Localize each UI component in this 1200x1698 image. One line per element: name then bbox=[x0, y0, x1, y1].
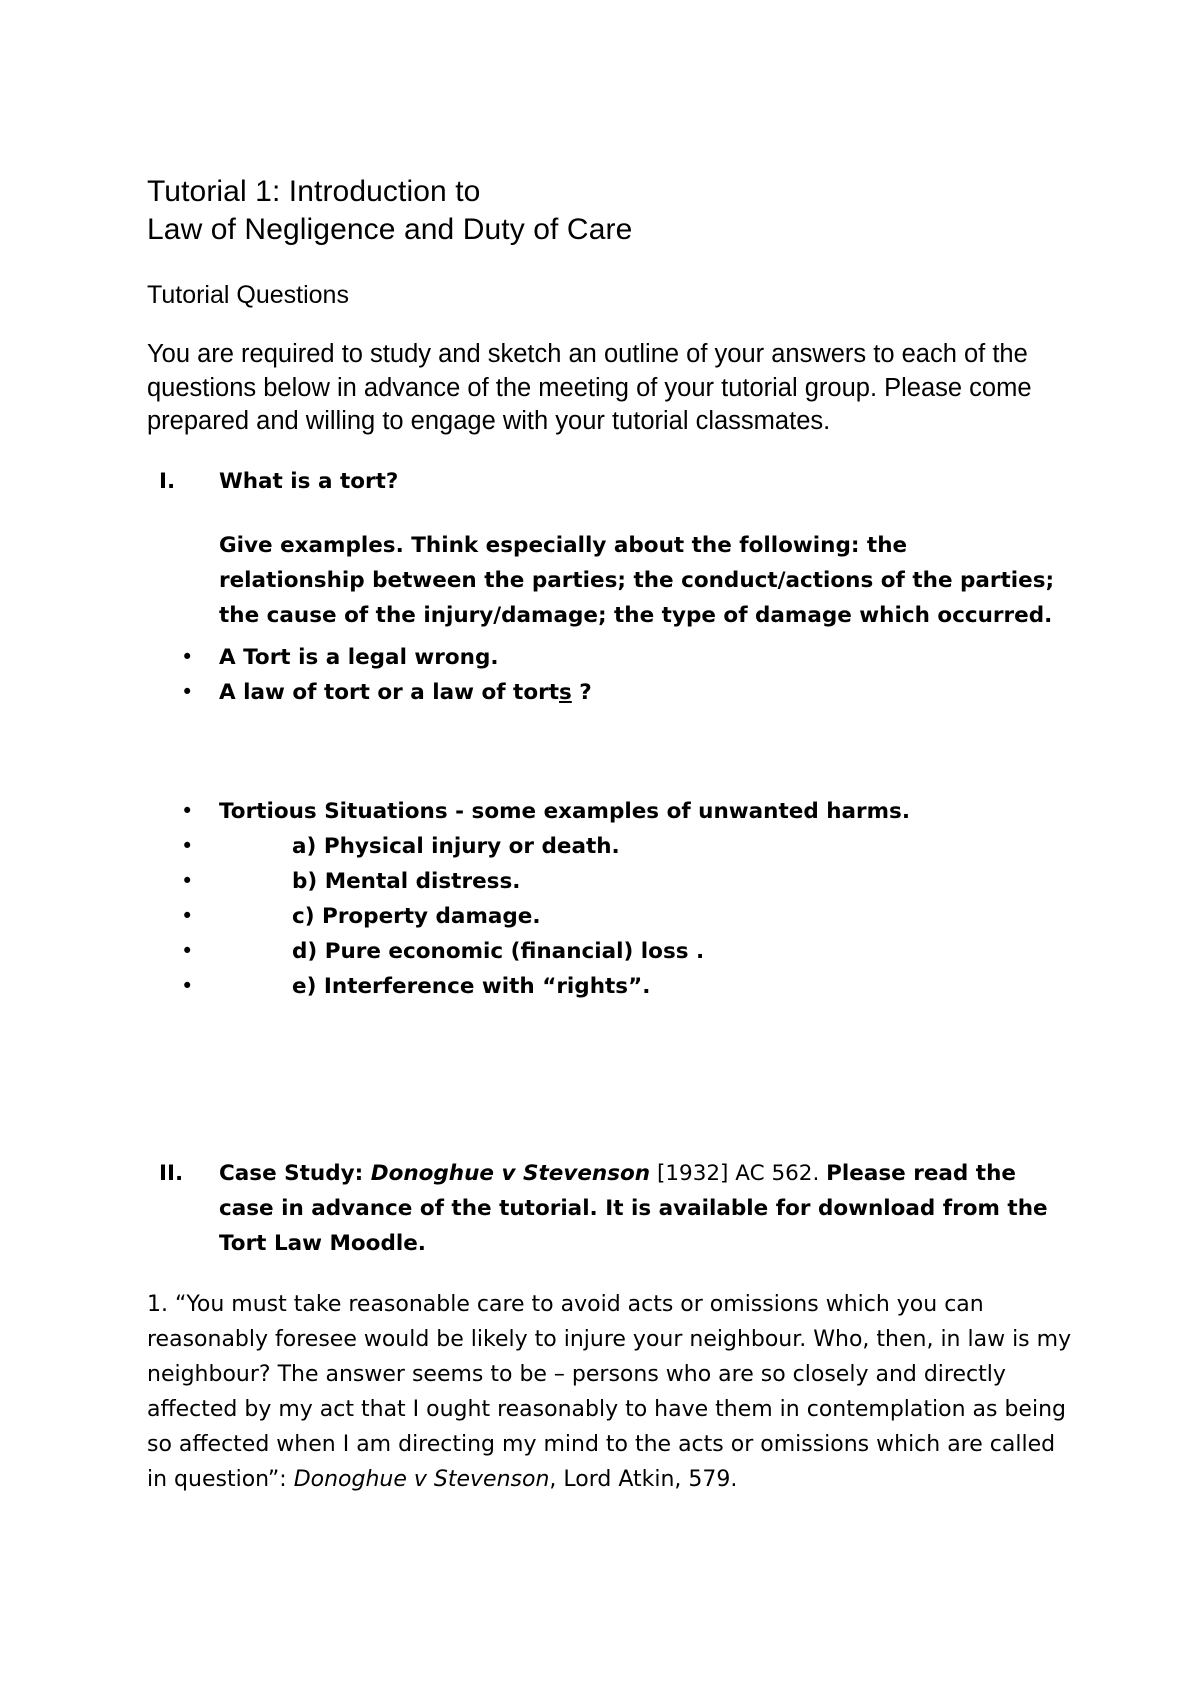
case-name: Donoghue v Stevenson bbox=[370, 1161, 651, 1186]
quote-paragraph bbox=[147, 1287, 1082, 1497]
list-item bbox=[0, 675, 1200, 710]
bullet-text-prefix: A law of tort or a law of tort bbox=[219, 680, 559, 705]
question-1-prompt: Give examples. Think especially about the following: the relationship between the parties; the conduct/actions of the parties; the cause of the injury/damage; the type of damage which occurred. bbox=[219, 533, 1055, 628]
question-2-text bbox=[219, 1156, 1069, 1261]
bullet-icon: • bbox=[181, 869, 194, 893]
bullet-icon: • bbox=[181, 680, 194, 704]
bullet-text: e) Interference with “rights”. bbox=[292, 974, 651, 999]
case-citation: [1932] AC 562. bbox=[650, 1161, 827, 1186]
list-item bbox=[0, 899, 1200, 934]
bullet-icon: • bbox=[181, 939, 194, 963]
case-study-label: Case Study: bbox=[219, 1161, 371, 1186]
bullet-icon: • bbox=[181, 799, 194, 823]
list-item bbox=[0, 640, 1200, 675]
bullet-text: a) Physical injury or death. bbox=[292, 834, 620, 859]
list-item bbox=[0, 934, 1200, 969]
bullet-text bbox=[219, 675, 592, 710]
bullet-icon: • bbox=[181, 834, 194, 858]
title-line-1: Tutorial 1: Introduction to bbox=[147, 175, 481, 208]
bullet-icon: • bbox=[181, 904, 194, 928]
section-subtitle: Tutorial Questions bbox=[147, 281, 349, 309]
list-item bbox=[0, 794, 1200, 829]
tort-definition-list bbox=[0, 640, 1200, 710]
list-item bbox=[0, 829, 1200, 864]
question-1-number: I. bbox=[159, 469, 176, 494]
title-line-2: Law of Negligence and Duty of Care bbox=[147, 213, 633, 246]
bullet-icon: • bbox=[181, 645, 194, 669]
list-item bbox=[0, 969, 1200, 1004]
bullet-text: b) Mental distress. bbox=[292, 869, 521, 894]
tortious-situations-list bbox=[0, 794, 1200, 1004]
bullet-text: Tortious Situations - some examples of unwanted harms. bbox=[219, 799, 910, 824]
question-2-number: II. bbox=[159, 1161, 184, 1186]
bullet-text: c) Property damage. bbox=[292, 904, 541, 929]
bullet-text-suffix: ? bbox=[571, 680, 592, 705]
question-1-heading: What is a tort? bbox=[219, 469, 399, 494]
underlined-letter: s bbox=[559, 680, 572, 705]
intro-paragraph: You are required to study and sketch an outline of your answers to each of the questions below in advance of the meeting of your tutorial group. Please come prepared and willing to engage with your tutorial classmates. bbox=[147, 340, 1032, 435]
quote-attribution: , Lord Atkin, 579. bbox=[549, 1467, 738, 1492]
bullet-icon: • bbox=[181, 974, 194, 998]
bullet-text: A Tort is a legal wrong. bbox=[219, 645, 499, 670]
list-item bbox=[0, 864, 1200, 899]
case-instruction: Please read the case in advance of the tutorial. It is available for download from the Tort Law Moodle. bbox=[219, 1161, 1048, 1256]
document-title bbox=[147, 173, 632, 249]
bullet-text: d) Pure economic (financial) loss . bbox=[292, 939, 705, 964]
quote-text: 1. “You must take reasonable care to avoid acts or omissions which you can reasonably foresee would be likely to injure your neighbour. Who, then, in law is my neighbour? The answer seems to be – persons who are so closely and directly affected by my act that I ought reasonably to have them in contemplation as being so affected when I am directing my mind to the acts or omissions which are called in question”: bbox=[147, 1292, 1072, 1492]
quote-case-name: Donoghue v Stevenson bbox=[293, 1467, 550, 1492]
